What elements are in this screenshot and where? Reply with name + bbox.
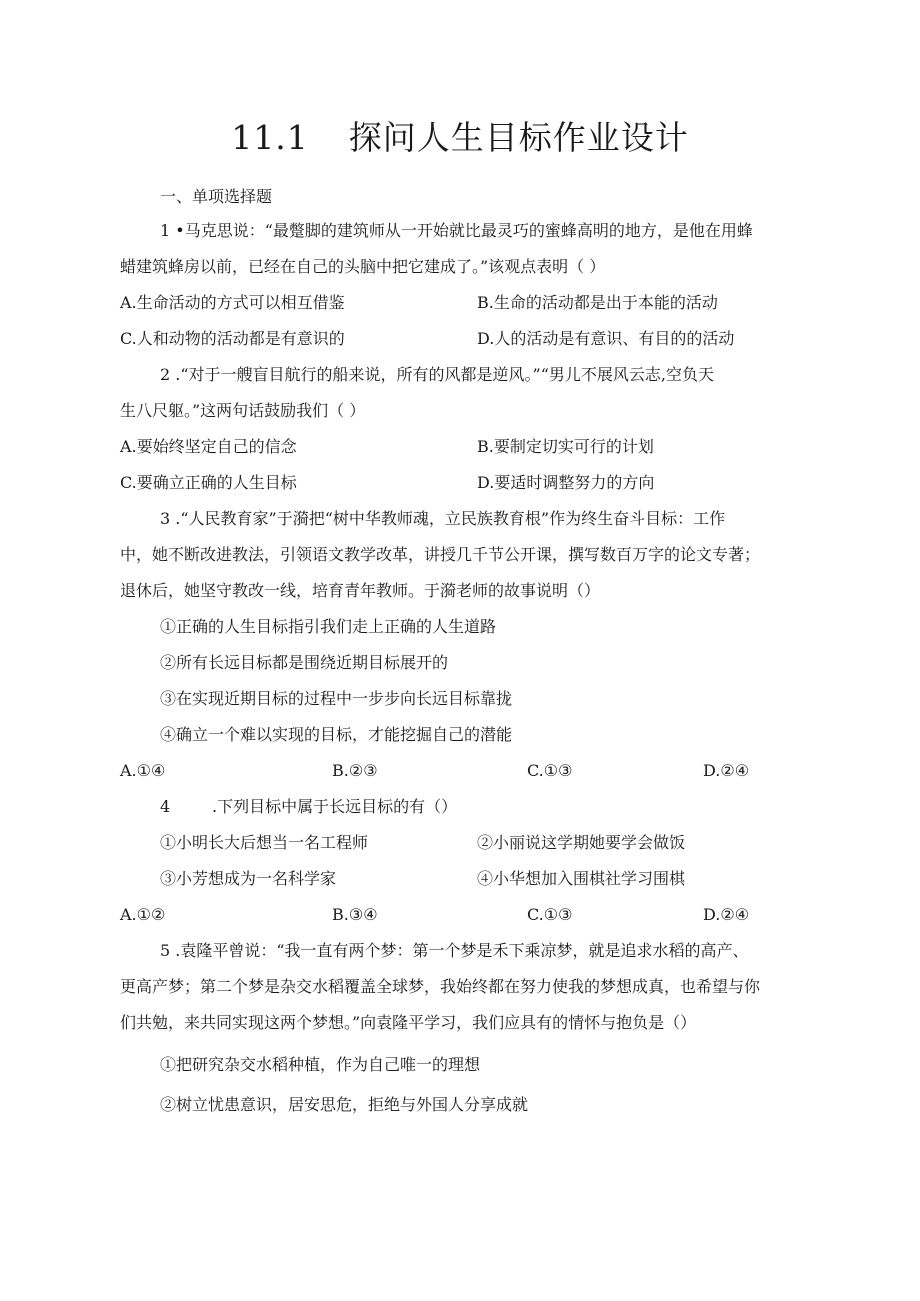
q4-option-b: B.③④: [332, 905, 378, 924]
q4-option-a: A.①②: [120, 905, 166, 924]
q1-stem-line2: 蜡建筑蜂房以前，已经在自己的头脑中把它建成了。”该观点表明（ ）: [120, 257, 606, 276]
title-number: 11.1: [231, 118, 309, 157]
q3-option-a: A.①④: [120, 761, 166, 780]
q2-option-c: C.要确立正确的人生目标: [120, 473, 297, 492]
q3-option-b: B.②③: [332, 761, 378, 780]
page-title: [0, 112, 920, 159]
q4-stem: .下列目标中属于长远目标的有（）: [212, 797, 458, 816]
q1-option-a: A.生命活动的方式可以相互借鉴: [120, 293, 345, 312]
section-heading: 一、单项选择题: [160, 187, 273, 206]
q2-option-d: D.要适时调整努力的方向: [477, 473, 655, 492]
q1-option-b: B.生命的活动都是出于本能的活动: [477, 293, 718, 312]
q3-stem-line1: 3 .“人民教育家”于漪把“树中华教师魂，立民族教育根”作为终生奋斗目标：工作: [160, 509, 726, 528]
q5-item-1: ①把研究杂交水稻种植，作为自己唯一的理想: [160, 1055, 481, 1074]
q3-stem-line3: 退休后，她坚守教改一线，培育青年教师。于漪老师的故事说明（）: [120, 581, 601, 600]
q4-item-3: ③小芳想成为一名科学家: [160, 869, 337, 888]
q1-option-d: D.人的活动是有意识、有目的的活动: [477, 329, 735, 348]
q4-option-c: C.①③: [527, 905, 573, 924]
q3-item-3: ③在实现近期目标的过程中一步步向长远目标靠拢: [160, 689, 513, 708]
q1-stem-line1: 1 •马克思说：“最蹩脚的建筑师从一开始就比最灵巧的蜜蜂高明的地方，是他在用蜂: [160, 221, 753, 240]
q4-number: 4: [160, 797, 171, 816]
q3-item-2: ②所有长远目标都是围绕近期目标展开的: [160, 653, 449, 672]
q5-item-2: ②树立忧患意识，居安思危，拒绝与外国人分享成就: [160, 1095, 529, 1114]
q2-option-b: B.要制定切实可行的计划: [477, 437, 654, 456]
q5-stem-line3: 们共勉，来共同实现这两个梦想。”向袁隆平学习，我们应具有的情怀与抱负是（）: [120, 1013, 697, 1032]
q4-item-1: ①小明长大后想当一名工程师: [160, 833, 369, 852]
q5-stem-line2: 更高产梦；第二个梦是杂交水稻覆盖全球梦，我始终都在努力使我的梦想成真，也希望与你: [120, 977, 761, 996]
q3-option-c: C.①③: [527, 761, 573, 780]
q5-stem-line1: 5 .袁隆平曾说：“我一直有两个梦：第一个梦是禾下乘凉梦，就是追求水稻的高产、: [160, 941, 749, 960]
q4-option-d: D.②④: [703, 905, 750, 924]
q1-option-c: C.人和动物的活动都是有意识的: [120, 329, 345, 348]
q4-item-2: ②小丽说这学期她要学会做饭: [477, 833, 686, 852]
q3-item-4: ④确立一个难以实现的目标，才能挖掘自己的潜能: [160, 725, 513, 744]
q3-option-d: D.②④: [703, 761, 750, 780]
q2-option-a: A.要始终坚定自己的信念: [120, 437, 297, 456]
q2-stem-line1: 2 .“对于一艘盲目航行的船来说，所有的风都是逆风。”“男儿不展风云志,空负天: [160, 365, 714, 384]
q4-item-4: ④小华想加入围棋社学习围棋: [477, 869, 686, 888]
title-text: 探问人生目标作业设计: [348, 118, 689, 157]
q3-stem-line2: 中，她不断改进教法，引领语文教学改革，讲授几千节公开课，撰写数百万字的论文专著；: [120, 545, 761, 564]
q2-stem-line2: 生八尺躯。”这两句话鼓励我们（ ）: [120, 401, 366, 420]
q3-item-1: ①正确的人生目标指引我们走上正确的人生道路: [160, 617, 497, 636]
